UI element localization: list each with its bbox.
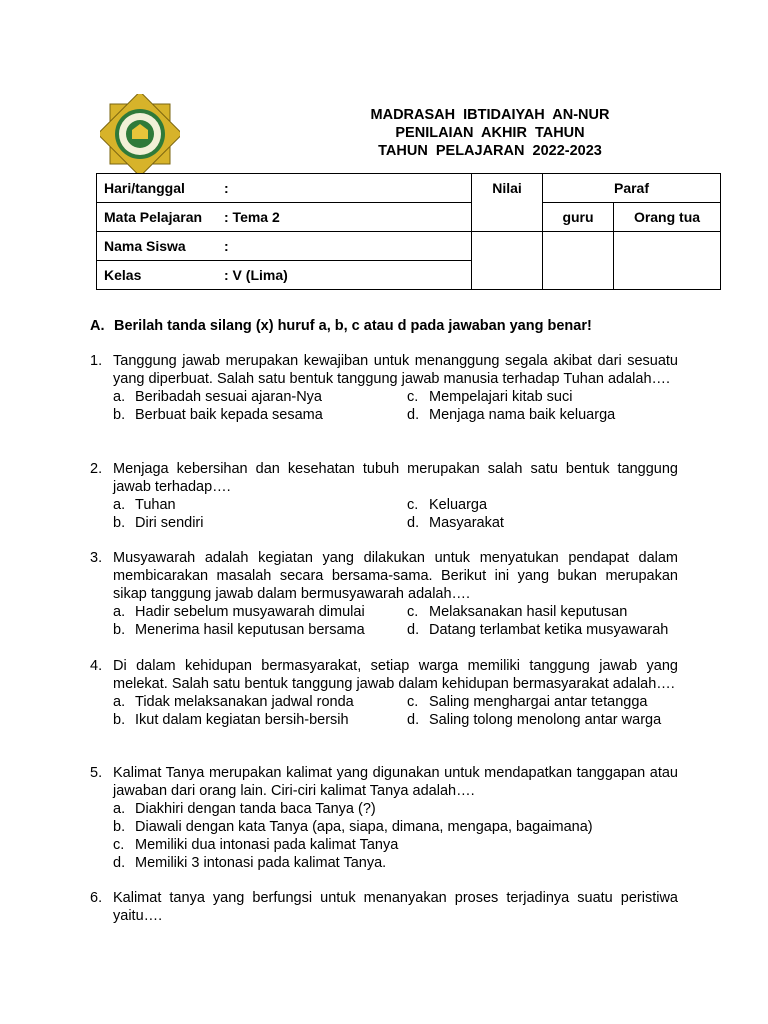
question-number: 2. [90,461,103,477]
mata-pelajaran-value: : Tema 2 [224,209,280,225]
question-options [113,388,678,424]
question-text: Tanggung jawab merupakan kewajiban untuk menanggung segala akibat dari sesuatu yang diperbuat. Salah satu bentuk tanggung jawab manusia terhadap Tuhan adalah…. [113,353,678,387]
kelas-value: : V (Lima) [224,267,288,283]
question-text: Musyawarah adalah kegiatan yang dilakukan untuk menyatukan pendapat dalam membicarakan masalah secara bersama-sama. Berikut ini yang bukan merupakan sikap tanggung jawab dalam bermusyawarah adalah…. [113,550,678,602]
option-a[interactable]: a. Hadir sebelum musyawarah dimulai [113,604,365,620]
mata-pelajaran-cell [97,203,472,232]
question-text: Di dalam kehidupan bermasyarakat, setiap warga memiliki tanggung jawab yang melekat. Salah satu bentuk tanggung jawab dalam kehidupan bermasyarakat adalah…. [113,658,678,692]
question-text: Kalimat tanya yang berfungsi untuk menanyakan proses terjadinya suatu peristiwa yaitu…. [113,890,678,924]
option-a[interactable]: a. Tuhan [113,497,176,513]
option-c[interactable]: c. Melaksanakan hasil keputusan [407,604,628,620]
hari-tanggal-value: : [224,180,229,196]
question-number: 3. [90,550,103,566]
option-d[interactable]: d. Masyarakat [407,515,504,531]
nama-siswa-value: : [224,238,229,254]
option-c[interactable]: c. Mempelajari kitab suci [407,389,573,405]
option-a[interactable]: a. Tidak melaksanakan jadwal ronda [113,694,354,710]
question-number: 5. [90,765,103,781]
kelas-cell [97,261,472,290]
question-4 [90,657,678,729]
option-b[interactable]: b. Diawali dengan kata Tanya (apa, siapa, dimana, mengapa, bagaimana) [113,819,593,835]
question-3 [90,549,678,639]
exam-name: PENILAIAN AKHIR TAHUN [395,125,585,141]
option-d[interactable]: d. Saling tolong menolong antar warga [407,712,662,728]
question-number: 4. [90,658,103,674]
option-c[interactable]: c. Saling menghargai antar tetangga [407,694,648,710]
question-number: 6. [90,890,103,906]
option-c[interactable]: c. Memiliki dua intonasi pada kalimat Tanya [113,837,399,853]
option-d[interactable]: d. Memiliki 3 intonasi pada kalimat Tanya. [113,855,387,871]
question-options [113,603,678,639]
option-b[interactable]: b. Ikut dalam kegiatan bersih-bersih [113,712,349,728]
question-options [113,693,678,729]
kelas-label: Kelas [104,267,142,283]
school-name: MADRASAH IBTIDAIYAH AN-NUR [370,107,610,123]
paraf-header: Paraf [543,174,721,203]
option-b[interactable]: b. Berbuat baik kepada sesama [113,407,323,423]
guru-header: guru [543,203,614,232]
hari-tanggal-cell [97,174,472,203]
option-d[interactable]: d. Menjaga nama baik keluarga [407,407,616,423]
nama-siswa-label: Nama Siswa [104,238,186,254]
hari-tanggal-label: Hari/tanggal [104,180,185,196]
nama-siswa-cell [97,232,472,261]
option-a[interactable]: a. Diakhiri dengan tanda baca Tanya (?) [113,801,376,817]
section-title: Berilah tanda silang (x) huruf a, b, c atau d pada jawaban yang benar! [114,318,592,334]
question-2 [90,460,678,532]
question-number: 1. [90,353,103,369]
school-logo [100,94,180,174]
orang-tua-header: Orang tua [614,203,721,232]
question-1 [90,352,678,424]
nilai-box [472,232,543,290]
option-d[interactable]: d. Datang terlambat ketika musyawarah [407,622,669,638]
section-number: A. [90,318,105,334]
school-year: TAHUN PELAJARAN 2022-2023 [378,143,602,159]
paraf-orang-tua-box [614,232,721,290]
question-text: Kalimat Tanya merupakan kalimat yang digunakan untuk mendapatkan tanggapan atau jawaban dari orang lain. Ciri-ciri kalimat Tanya adalah…. [113,765,678,799]
question-options [113,496,678,532]
option-a[interactable]: a. Beribadah sesuai ajaran-Nya [113,389,322,405]
option-b[interactable]: b. Diri sendiri [113,515,204,531]
student-info-table [96,173,721,290]
mata-pelajaran-label: Mata Pelajaran [104,209,203,225]
question-text: Menjaga kebersihan dan kesehatan tubuh merupakan salah satu bentuk tanggung jawab terhadap…. [113,461,678,495]
question-6 [90,889,678,925]
question-5 [90,764,678,872]
option-b[interactable]: b. Menerima hasil keputusan bersama [113,622,365,638]
option-c[interactable]: c. Keluarga [407,497,488,513]
question-options [113,800,678,872]
paraf-guru-box [543,232,614,290]
nilai-header: Nilai [472,174,543,232]
section-instruction [90,318,592,334]
